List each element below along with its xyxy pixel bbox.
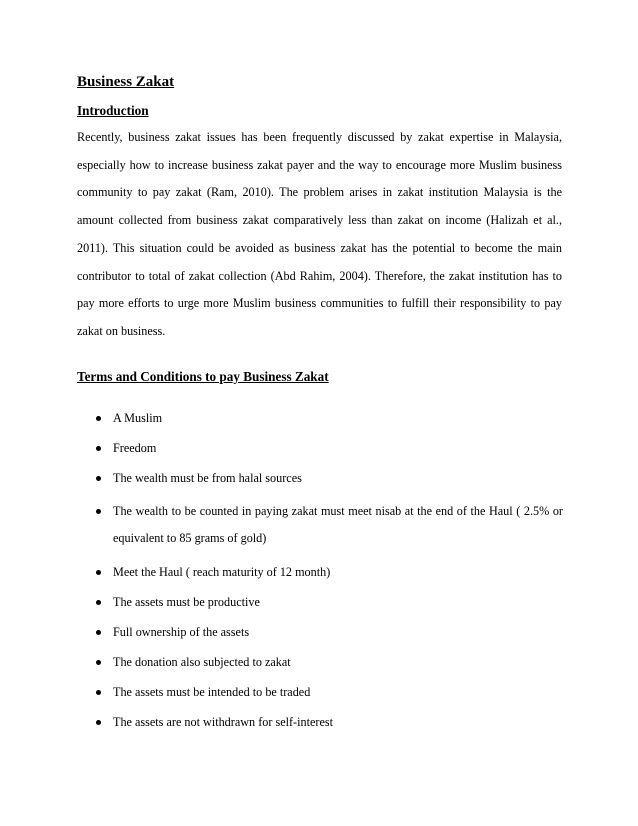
list-item-text: A Muslim xyxy=(113,411,163,425)
bullet-icon xyxy=(96,509,101,514)
list-item xyxy=(77,468,563,488)
list-item-text: Meet the Haul ( reach maturity of 12 month) xyxy=(113,565,331,579)
bullet-icon xyxy=(96,476,101,481)
bullet-icon xyxy=(96,720,101,725)
list-item xyxy=(77,408,563,428)
introduction-heading: Introduction xyxy=(77,103,149,118)
list-item xyxy=(77,622,563,642)
introduction-paragraph: Recently, business zakat issues has been frequently discussed by zakat expertise in Malaysia, especially how to increase business zakat payer and the way to encourage more Muslim business community to pay zakat (Ram, 2010). The problem arises in zakat institution Malaysia is the amount collected from business zakat comparatively less than zakat on income (Halizah et al., 2011). This situation could be avoided as business zakat has the potential to become the main contributor to total of zakat collection (Abd Rahim, 2004). Therefore, the zakat institution has to pay more efforts to urge more Muslim business communities to fulfill their responsibility to pay zakat on business. xyxy=(77,130,562,338)
terms-list xyxy=(77,408,563,742)
list-item-text: The wealth must be from halal sources xyxy=(113,471,302,485)
list-item-text: Freedom xyxy=(113,441,157,455)
list-item-text: The wealth to be counted in paying zakat must meet nisab at the end of the Haul ( 2.5% or equivalent to 85 grams of gold) xyxy=(113,504,563,545)
bullet-icon xyxy=(96,690,101,695)
list-item-text: The assets must be intended to be traded xyxy=(113,685,311,699)
bullet-icon xyxy=(96,570,101,575)
terms-heading: Terms and Conditions to pay Business Zakat xyxy=(77,369,329,384)
bullet-icon xyxy=(96,416,101,421)
list-item-text: The assets are not withdrawn for self-interest xyxy=(113,715,333,729)
list-item xyxy=(77,712,563,732)
list-item xyxy=(77,682,563,702)
list-item xyxy=(77,592,563,612)
bullet-icon xyxy=(96,630,101,635)
list-item xyxy=(77,438,563,458)
list-item-text: The assets must be productive xyxy=(113,595,260,609)
list-item xyxy=(77,498,563,552)
bullet-icon xyxy=(96,660,101,665)
list-item xyxy=(77,562,563,582)
document-title: Business Zakat xyxy=(77,74,175,90)
list-item xyxy=(77,652,563,672)
bullet-icon xyxy=(96,600,101,605)
list-item-text: The donation also subjected to zakat xyxy=(113,655,291,669)
bullet-icon xyxy=(96,446,101,451)
list-item-text: Full ownership of the assets xyxy=(113,625,250,639)
